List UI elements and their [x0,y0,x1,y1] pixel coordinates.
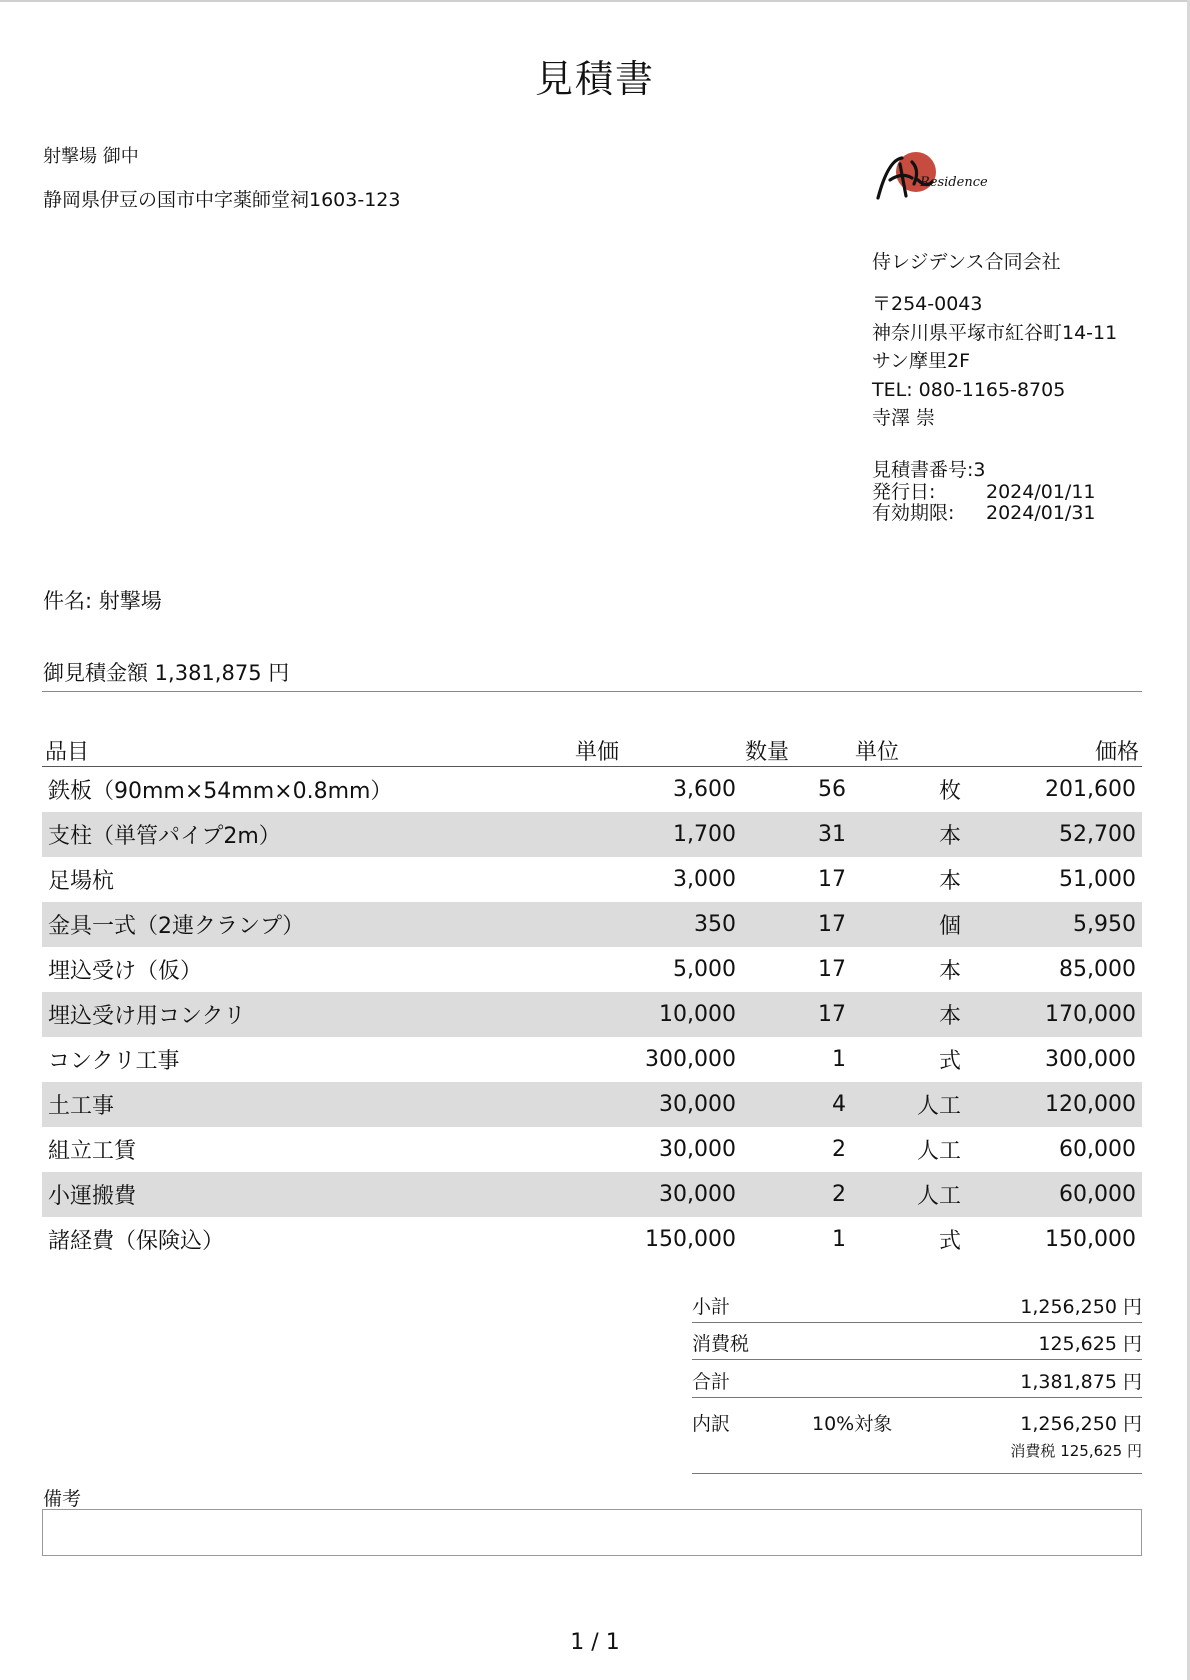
total-label: 合計 [692,1370,731,1393]
items-table [42,735,1142,1262]
table-row [42,767,1142,812]
company-address-1: 神奈川県平塚市紅谷町14-11 [872,321,1118,344]
breakdown-tax: 消費税 125,625 円 [692,1440,1142,1474]
table-row [42,1037,1142,1082]
item-name: 鉄板（90mm×54mm×0.8mm） [48,778,393,804]
item-price: 170,000 [967,992,1142,1037]
expiry-date-label: 有効期限: [872,502,955,524]
item-unit: 式 [938,1048,961,1074]
item-price: 201,600 [1045,776,1136,802]
amount-divider [42,691,1142,692]
item-quantity: 31 [742,812,852,857]
total-row [692,1360,1142,1398]
item-quantity: 2 [832,1136,846,1162]
item-quantity: 2 [742,1172,852,1217]
table-row [42,1217,1142,1262]
notes-label: 備考 [43,1488,82,1510]
breakdown-value: 1,256,250 円 [1020,1412,1142,1435]
issue-date-label: 発行日: [872,480,936,503]
estimate-number: 見積書番号:3 [872,459,986,481]
item-quantity: 17 [742,992,852,1037]
item-quantity: 1 [832,1226,846,1252]
item-unit-price: 1,700 [572,812,742,857]
company-name: 侍レジデンス合同会社 [872,251,1061,273]
item-name: 埋込受け（仮） [48,958,203,984]
company-tel: TEL: 080-1165-8705 [872,378,1066,401]
item-unit: 個 [852,902,967,947]
table-header-row [42,735,1142,767]
company-person: 寺澤 崇 [872,407,936,429]
table-row [42,1082,1142,1127]
item-price: 85,000 [1059,956,1136,982]
summary-block [692,1285,1142,1474]
item-quantity: 56 [818,776,846,802]
item-quantity: 17 [818,956,846,982]
table-row [42,857,1142,902]
item-unit-price: 3,600 [673,776,736,802]
tax-label: 消費税 [692,1333,750,1355]
item-price: 300,000 [1045,1046,1136,1072]
estimate-meta [872,460,1096,525]
expiry-date-value: 2024/01/31 [986,502,1096,524]
page-number: 1 / 1 [570,1630,620,1655]
item-unit: 人工 [916,1138,961,1164]
document-title: 見積書 [534,57,655,101]
item-name: コンクリ工事 [48,1048,180,1074]
header-unit-price: 単価 [572,735,742,767]
item-price: 60,000 [967,1172,1142,1217]
header-quantity: 数量 [742,735,852,767]
company-address-2: サン摩里2F [872,350,971,372]
item-name: 埋込受け用コンクリ [42,992,572,1037]
item-name: 金具一式（2連クランプ） [42,902,572,947]
item-unit: 本 [938,868,961,894]
table-row [42,902,1142,947]
header-unit: 単位 [852,735,967,767]
estimate-amount: 御見積金額 1,381,875 円 [43,661,290,685]
item-quantity: 1 [832,1046,846,1072]
issue-date-value: 2024/01/11 [986,480,1096,503]
breakdown-label: 内訳 [692,1412,731,1435]
tax-row [692,1323,1142,1361]
company-postal: 〒254-0043 [872,293,983,315]
item-unit-price: 5,000 [673,956,736,982]
svg-text:Residence: Residence [920,175,988,190]
item-name: 小運搬費 [42,1172,572,1217]
item-unit-price: 30,000 [659,1136,736,1162]
header-item: 品目 [42,735,572,767]
item-name: 組立工賃 [48,1138,137,1164]
table-row [42,1127,1142,1172]
total-value: 1,381,875 円 [1020,1370,1142,1393]
item-quantity: 4 [742,1082,852,1127]
item-unit: 人工 [852,1082,967,1127]
item-price: 51,000 [1059,866,1136,892]
table-row [42,947,1142,992]
item-unit-price: 150,000 [645,1226,736,1252]
item-unit: 本 [852,812,967,857]
tax-value: 125,625 円 [1038,1333,1142,1355]
table-row [42,812,1142,857]
breakdown-row [692,1398,1142,1438]
item-unit: 本 [938,958,961,984]
client-address: 静岡県伊豆の国市中字薬師堂祠1603-123 [43,189,401,211]
item-name: 支柱（単管パイプ2m） [42,812,572,857]
item-price: 120,000 [967,1082,1142,1127]
item-name: 足場杭 [48,868,115,894]
page-top-border [0,0,1190,2]
item-name: 土工事 [42,1082,572,1127]
item-price: 5,950 [967,902,1142,947]
header-price: 価格 [967,735,1142,767]
subtotal-row [692,1285,1142,1323]
subtotal-label: 小計 [692,1295,731,1318]
item-unit-price: 300,000 [645,1046,736,1072]
item-unit-price: 10,000 [572,992,742,1037]
item-unit: 人工 [852,1172,967,1217]
item-unit: 枚 [938,778,961,804]
item-unit-price: 30,000 [572,1082,742,1127]
client-name: 射撃場 御中 [43,146,139,167]
item-quantity: 17 [818,866,846,892]
table-row [42,992,1142,1037]
company-details [872,290,1117,433]
samurai-residence-logo [872,150,988,206]
item-price: 150,000 [1045,1226,1136,1252]
notes-box [42,1509,1142,1556]
item-unit-price: 3,000 [673,866,736,892]
table-row [42,1172,1142,1217]
subject: 件名: 射撃場 [43,589,162,613]
item-unit-price: 350 [572,902,742,947]
item-unit: 本 [852,992,967,1037]
breakdown-rate: 10%対象 [812,1412,893,1435]
subtotal-value: 1,256,250 円 [1020,1295,1142,1318]
item-quantity: 17 [742,902,852,947]
item-price: 52,700 [967,812,1142,857]
item-unit: 式 [938,1228,961,1254]
item-price: 60,000 [1059,1136,1136,1162]
item-unit-price: 30,000 [572,1172,742,1217]
item-name: 諸経費（保険込） [48,1228,225,1254]
